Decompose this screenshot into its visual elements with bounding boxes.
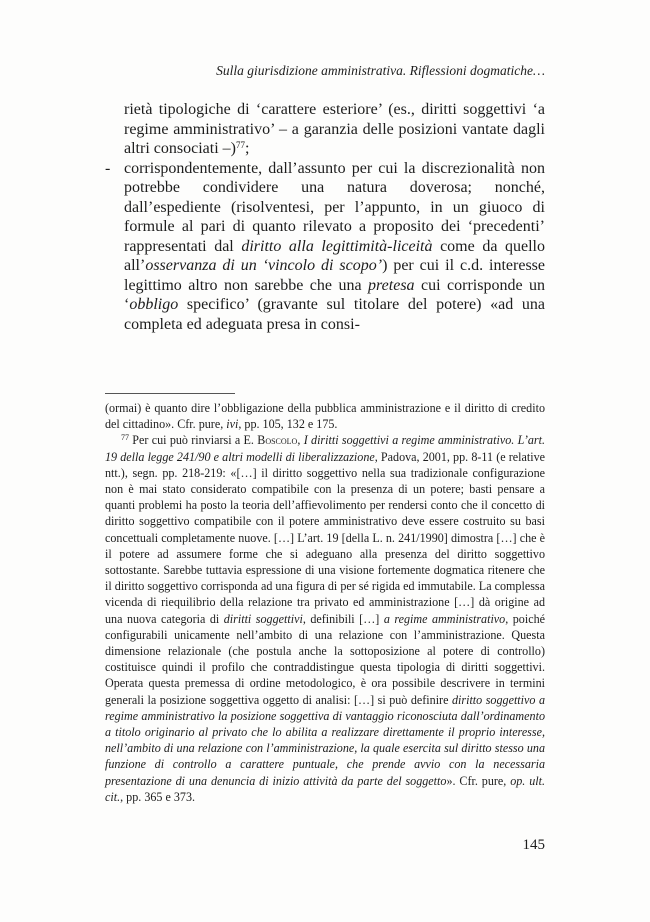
- text-run: Boscolo: [257, 433, 298, 448]
- text-run: , pp. 105, 132 e 175.: [238, 417, 338, 432]
- footnote-reference: 77: [235, 140, 245, 150]
- italic-text: diritto soggettivo a regime amministrativo la posizione soggettiva di vantaggio riconosciuta dall’ordinamento a titolo originario al privato che lo abilita a realizzare direttamente il proprio interesse, nell’ambito di una relazione con l’amministrazione, la quale esercita sul diritto stesso una funzione di controllo a carattere puntuale, che prende avvio con la necessaria presentazione di una denuncia di inizio attività da parte del soggetto: [105, 692, 545, 788]
- text-run: Per cui può rinviarsi a E.: [129, 433, 258, 448]
- bullet-marker: -: [105, 159, 111, 177]
- text-run: come da quello all’: [124, 237, 545, 274]
- italic-text: a regime amministrativo: [383, 611, 506, 626]
- text-run: , Padova, 2001, pp. 8-11 (e relative ntt.), segn. pp. 218-219: «[…] il diritto soggettivo nella sua tradizionale configurazione non è mai stato considerato compatibile con la presenza di un potere; basti pensare a quanti problemi ha posto la teoria dell’affievolimento per rendersi conto che il concetto di diritto soggettivo compatibile con il potere amministrativo deve essere costruito su basi concettuali completamente nuove. […] L’art. 19 [della L. n. 241/1990] dimostra […] che è il potere ad assumere forme che si adeguano alla presenza del diritto soggettivo sottostante. Sarebbe tuttavia espressione di una visione fortemente dogmatica ritenere che il diritto soggettivo corrisponda ad una figura di per sé rigida ed immutabile. La complessa vicenda di riequilibrio della relazione tra privato ed amministrazione […] dà origine ad una nuova categoria di: [105, 449, 545, 626]
- italic-text: diritti soggettivi: [223, 611, 303, 626]
- running-header: Sulla giurisdizione amministrativa. Riflessioni dogmatiche…: [216, 63, 545, 78]
- text-run: , pp. 365 e 373.: [120, 789, 196, 804]
- text-run: ) per cui il c.d. interesse legittimo altro non sarebbe che una: [124, 257, 545, 294]
- italic-text: diritto alla legittimità-liceità: [241, 237, 433, 255]
- text-run: ». Cfr. pure,: [446, 773, 511, 788]
- text-run: cui corrisponde un ‘: [124, 276, 546, 313]
- footnote-77-text: [105, 433, 545, 803]
- page-number: 145: [522, 837, 545, 853]
- text-run: (ormai) è quanto dire l’obbligazione della pubblica amministrazione e il diritto di credito del cittadino». Cfr. pure,: [105, 401, 545, 432]
- italic-text: op. ult. cit.: [105, 773, 545, 804]
- bullet-item: [105, 159, 545, 335]
- bullet-text: [124, 160, 545, 333]
- footnote-continuation: [105, 400, 545, 432]
- italic-text: osservanza di un ‘vincolo di scopo’: [145, 257, 383, 274]
- main-text: [105, 100, 545, 334]
- footnote-divider: [105, 393, 235, 394]
- text-run: , definibili […]: [302, 611, 384, 626]
- italic-text: I diritti soggettivi a regime amministrativo. L’art. 19 della legge 241/90 e altri modelli di liberalizzazione: [105, 433, 546, 464]
- text-run: corrispondentemente, dall’assunto per cui la discrezionalità non potrebbe condividere una natura doverosa; nonché, dall’espediente (risolventesi, per l’appunto, in un giuoco di formule al pari di quanto rilevato a proposito dei ‘precedenti’ rappresentati dal: [124, 159, 545, 255]
- italic-text: obbligo: [129, 296, 179, 313]
- italic-text: ivi: [226, 417, 239, 432]
- footnote-77: [105, 432, 545, 805]
- footnote-marker: 77: [121, 433, 129, 443]
- text-run: ,: [297, 433, 304, 448]
- text-run: ;: [244, 140, 250, 157]
- footnotes: [105, 400, 545, 805]
- text-run: rietà tipologiche di ‘carattere esteriore’ (es., diritti soggettivi ‘a regime amministrativo’ – a garanzia delle posizioni vantate dagli altri consociati –): [124, 101, 545, 157]
- italic-text: pretesa: [368, 276, 415, 294]
- body-paragraph-continuation: [105, 100, 545, 159]
- text-run: , poiché configurabili unicamente nell’ambito di una relazione con l’amministrazione. Questa dimensione relazionale (che postula anche la sottoposizione al potere di controllo) costituisce quindi il profilo che contraddistingue questa tipologia di diritti soggettivi. Operata questa premessa di ordine metodologico, è ora possibile descrivere in termini generali la posizione soggettiva oggetto di analisi: […] si può definire: [105, 611, 545, 707]
- text-run: specifico’ (gravante sul titolare del potere) «ad una completa ed adeguata presa in consi-: [124, 296, 545, 333]
